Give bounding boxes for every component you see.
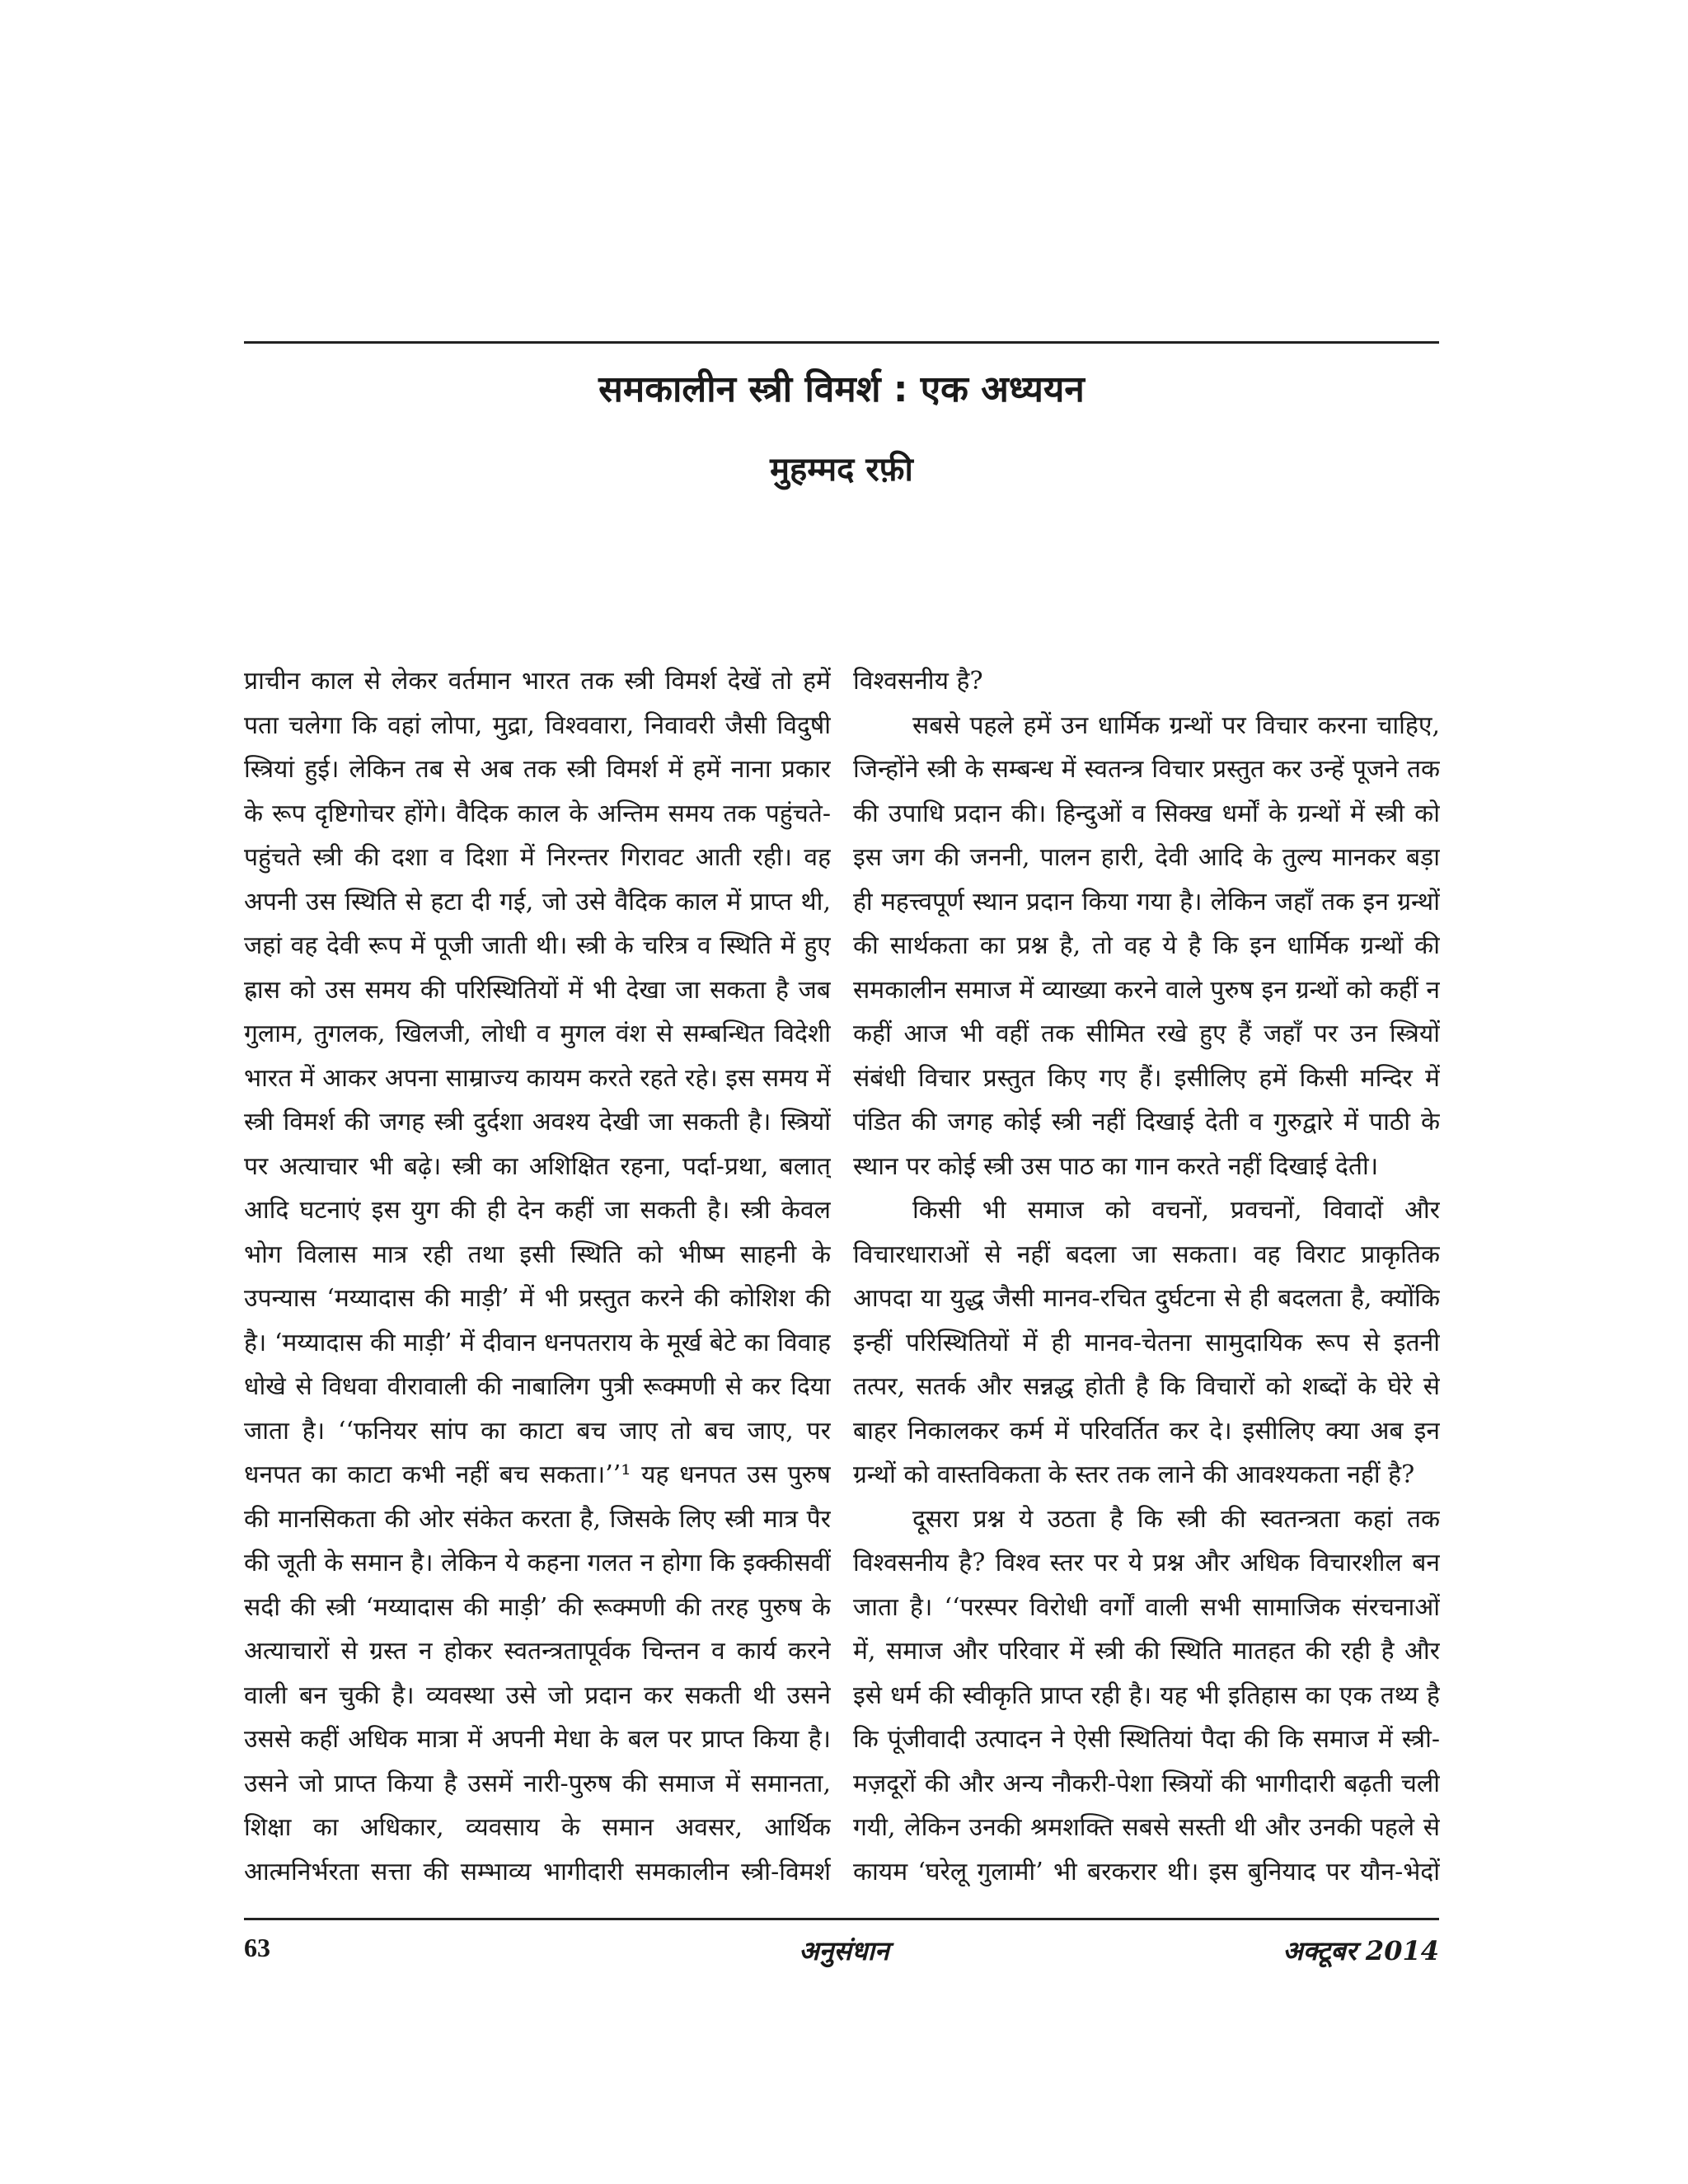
article-title: समकालीन स्त्री विमर्श : एक अध्ययन — [598, 368, 1085, 410]
right-paragraph-3: किसी भी समाज को वचनों, प्रवचनों, विवादों और विचारधाराओं से नहीं बदला जा सकता। वह विराट प्राकृतिक आपदा या युद्ध जैसी मानव-रचित दुर्घटना से ही बदलता है, क्योंकि इन्हीं परिस्थितियों में ही मानव-चेतना सामुदायिक रूप से इतनी तत्पर, सतर्क और सन्नद्ध होती है कि विचारों को शब्दों के घेरे से बाहर निकालकर कर्म में परिवर्तित कर दे। इसीलिए क्या अब इन ग्रन्थों को वास्तविकता के स्तर तक लाने की आवश्यकता नहीं है? — [853, 1196, 1440, 1489]
right-paragraph-2: सबसे पहले हमें उन धार्मिक ग्रन्थों पर विचार करना चाहिए, जिन्होंने स्त्री के सम्बन्ध में स्वतन्त्र विचार प्रस्तुत कर उन्हें पूजने तक की उपाधि प्रदान की। हिन्दुओं व सिक्ख धर्मों के ग्रन्थों में स्त्री को इस जग की जननी, पालन हारी, देवी आदि के तुल्य मानकर बड़ा ही महत्त्वपूर्ण स्थान प्रदान किया गया है। लेकिन जहाँ तक इन ग्रन्थों की सार्थकता का प्रश्न है, तो वह ये है कि इन धार्मिक ग्रन्थों की समकालीन समाज में व्याख्या करने वाले पुरुष इन ग्रन्थों को कहीं न कहीं आज भी वहीं तक सीमित रखे हुए हैं जहाँ पर उन स्त्रियों संबंधी विचार प्रस्तुत किए गए हैं। इसीलिए हमें किसी मन्दिर में पंडित की जगह कोई स्त्री नहीं दिखाई देती व गुरुद्वारे में पाठी के स्थान पर कोई स्त्री उस पाठ का गान करते नहीं दिखाई देती। — [853, 710, 1440, 1181]
top-rule — [244, 341, 1439, 344]
left-paragraph-1: प्राचीन काल से लेकर वर्तमान भारत तक स्त्री विमर्श देखें तो हमें पता चलेगा कि वहां लोपा, मुद्रा, विश्ववारा, निवावरी जैसी विदुषी स्त्रियां हुई। लेकिन तब से अब तक स्त्री विमर्श में हमें नाना प्रकार के रूप दृष्टिगोचर होंगे। वैदिक काल के अन्तिम समय तक पहुंचते-पहुंचते स्त्री की दशा व दिशा में निरन्तर गिरावट आती रही। वह अपनी उस स्थिति से हटा दी गई, जो उसे वैदिक काल में प्राप्त थी, जहां वह देवी रूप में पूजी जाती थी। स्त्री के चरित्र व स्थिति में हुए ह्रास को उस समय की परिस्थितियों में भी देखा जा सकता है जब गुलाम, तुगलक, खिलजी, लोधी व मुगल वंश से सम्बन्धित विदेशी भारत में आकर अपना साम्राज्य कायम करते रहते रहे। इस समय में स्त्री विमर्श की जगह स्त्री दुर्दशा अवश्य देखी जा सकती है। स्त्रियों पर अत्याचार भी बढ़े। स्त्री का अशिक्षित रहना, पर्दा-प्रथा, बलात् आदि घटनाएं इस युग की ही देन कहीं जा सकती है। स्त्री केवल भोग विलास मात्र रही तथा इसी स्थिति को भीष्म साहनी के उपन्यास ‘मय्यादास की माड़ी’ में भी प्रस्तुत करने की कोशिश की है। ‘मय्यादास की माड़ी’ में दीवान धनपतराय के मूर्ख बेटे का विवाह धोखे से विधवा वीरावाली की नाबालिग पुत्री रूक्मणी से कर दिया जाता है। ‘‘फनियर सांप का काटा बच जाए तो बच जाए, पर धनपत का काटा कभी नहीं बच सकता।’’¹ यह धनपत उस पुरुष की मानसिकता की ओर संकेत करता है, जिसके लिए स्त्री मात्र पैर की जूती के समान है। लेकिन ये कहना गलत न होगा कि इक्कीसवीं सदी की स्त्री ‘मय्यादास की माड़ी’ की रूक्मणी की तरह पुरुष के अत्याचारों से ग्रस्त न होकर स्वतन्त्रतापूर्वक चिन्तन व कार्य करने वाली बन चुकी है। व्यवस्था उसे जो प्रदान कर सकती थी उसने उससे कहीं अधिक मात्रा में अपनी मेधा के बल पर प्राप्त किया है। उसने जो प्राप्त किया है उसमें नारी-पुरुष की समाज में समानता, शिक्षा का अधिकार, व्यवसाय के समान अवसर, आर्थिक आत्मनिर्भरता सत्ता की सम्भाव्य भागीदारी समकालीन स्त्री-विमर्श — [244, 667, 831, 1886]
issue-date: अक्टूबर 2014 — [1282, 1935, 1439, 1966]
page-number: 63 — [244, 1933, 270, 1962]
article-author: मुहम्मद रफ़ी — [770, 451, 913, 489]
journal-name: अनुसंधान — [799, 1935, 889, 1966]
right-paragraph-1: विश्वसनीय है? — [853, 667, 983, 696]
bottom-rule — [244, 1918, 1439, 1920]
right-column — [853, 659, 1440, 1896]
right-paragraph-4: दूसरा प्रश्न ये उठता है कि स्त्री की स्वतन्त्रता कहां तक विश्वसनीय है? विश्व स्तर पर ये प्रश्न और अधिक विचारशील बन जाता है। ‘‘परस्पर विरोधी वर्गों वाली सभी सामाजिक संरचनाओं में, समाज और परिवार में स्त्री की स्थिति मातहत की रही है और इसे धर्म की स्वीकृति प्राप्त रही है। यह भी इतिहास का एक तथ्य है कि पूंजीवादी उत्पादन ने ऐसी स्थितियां पैदा की कि समाज में स्त्री-मज़दूरों की और अन्य नौकरी-पेशा स्त्रियों की भागीदारी बढ़ती चली गयी, लेकिन उनकी श्रमशक्ति सबसे सस्ती थी और उनकी पहले से कायम ‘घरेलू गुलामी’ भी बरकरार थी। इस बुनियाद पर यौन-भेदों — [853, 1504, 1440, 1886]
left-column — [244, 659, 831, 1896]
